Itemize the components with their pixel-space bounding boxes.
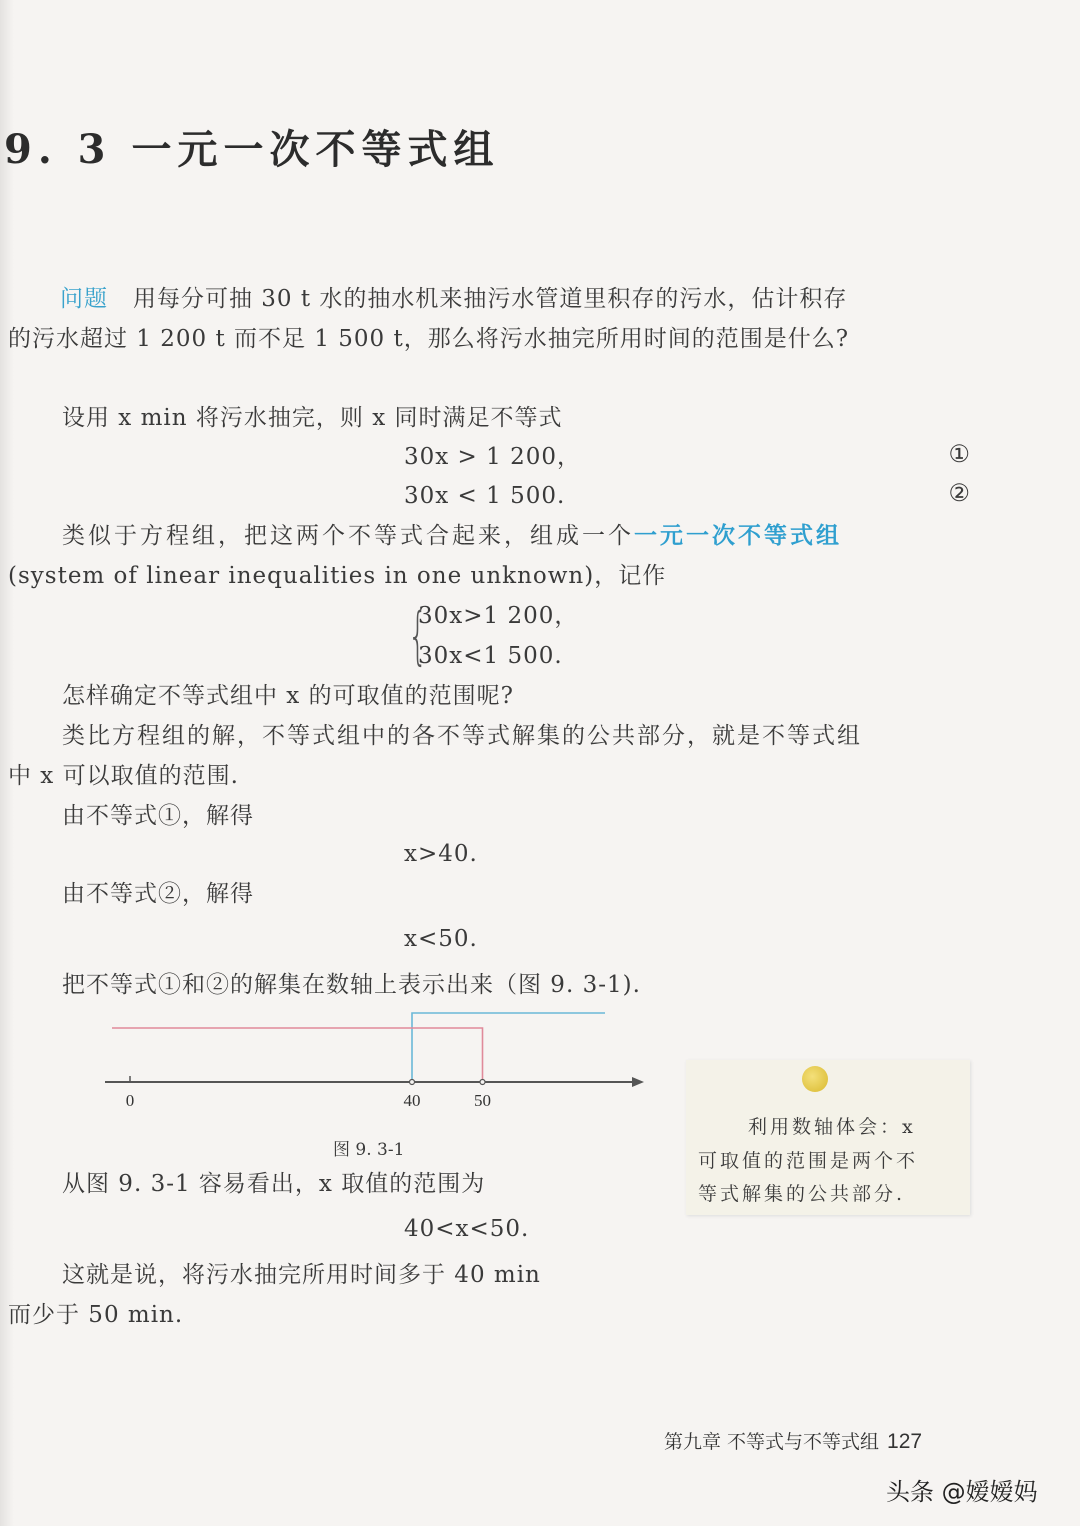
open-point-marker	[480, 1080, 485, 1085]
figure-caption: 图 9. 3-1	[333, 1140, 405, 1160]
inequality-1: 30x > 1 200，	[404, 444, 581, 470]
explain-line-1: 类比方程组的解，不等式组中的各不等式解集的公共部分，就是不等式组	[62, 723, 862, 749]
note-line-2: 可取值的范围是两个不	[698, 1150, 919, 1172]
analogy-line	[62, 521, 842, 551]
setup-text: 设用 x min 将污水抽完，则 x 同时满足不等式	[62, 405, 563, 431]
from-inequality-1: 由不等式①，解得	[62, 803, 254, 829]
problem-label: 问题	[60, 286, 108, 312]
range-result: 40<x<50.	[404, 1216, 530, 1242]
tick-label: 0	[125, 1091, 135, 1110]
side-note	[686, 1060, 970, 1215]
solution-1-ray	[412, 1013, 605, 1082]
key-term: 一元一次不等式组	[634, 522, 842, 549]
tick-label: 40	[403, 1091, 421, 1110]
section-title: 9. 3 一元一次不等式组	[4, 126, 500, 173]
see-text: 从图 9. 3-1 容易看出，x 取值的范围为	[62, 1171, 486, 1197]
open-point-marker	[410, 1080, 415, 1085]
problem-text-1: 用每分可抽 30 t 水的抽水机来抽污水管道里积存的污水，估计积存	[132, 286, 848, 312]
page-footer	[664, 1427, 922, 1454]
solution-1: x>40.	[404, 841, 478, 867]
question-text: 怎样确定不等式组中 x 的可取值的范围呢?	[62, 683, 514, 709]
note-pin-icon	[802, 1066, 828, 1092]
term-english: (system of linear inequalities in one unknown)，记作	[8, 563, 667, 589]
system-inequality-2: 30x<1 500.	[418, 643, 563, 669]
note-line-1: 利用数轴体会：x	[748, 1116, 916, 1138]
axis-arrow-icon	[632, 1077, 644, 1087]
problem-line-1	[60, 284, 847, 314]
number-line-figure	[0, 1000, 680, 1120]
tick-label: 50	[474, 1091, 491, 1110]
analogy-text: 类似于方程组，把这两个不等式合起来，组成一个	[62, 523, 634, 549]
inequality-2-number: ②	[948, 479, 970, 507]
problem-line-2: 的污水超过 1 200 t 而不足 1 500 t，那么将污水抽完所用时间的范围是什么?	[8, 326, 850, 352]
inequality-2: 30x < 1 500.	[404, 483, 566, 509]
system-brace: {	[407, 599, 428, 672]
conclusion-line-1: 这就是说，将污水抽完所用时间多于 40 min	[62, 1262, 541, 1288]
from-inequality-2: 由不等式②，解得	[62, 881, 254, 907]
show-text: 把不等式①和②的解集在数轴上表示出来（图 9. 3-1).	[62, 972, 641, 998]
explain-line-2: 中 x 可以取值的范围.	[8, 763, 239, 789]
solution-2: x<50.	[404, 926, 478, 952]
page-number: 127	[887, 1430, 923, 1453]
conclusion-line-2: 而少于 50 min.	[8, 1302, 184, 1328]
inequality-1-number: ①	[948, 440, 970, 468]
watermark: 头条 @嫒嫒妈	[886, 1478, 1038, 1506]
note-line-3: 等式解集的公共部分.	[698, 1183, 906, 1205]
system-inequality-1: 30x>1 200，	[418, 603, 579, 629]
solution-2-ray	[112, 1028, 483, 1082]
chapter-title: 第九章 不等式与不等式组	[664, 1431, 880, 1453]
